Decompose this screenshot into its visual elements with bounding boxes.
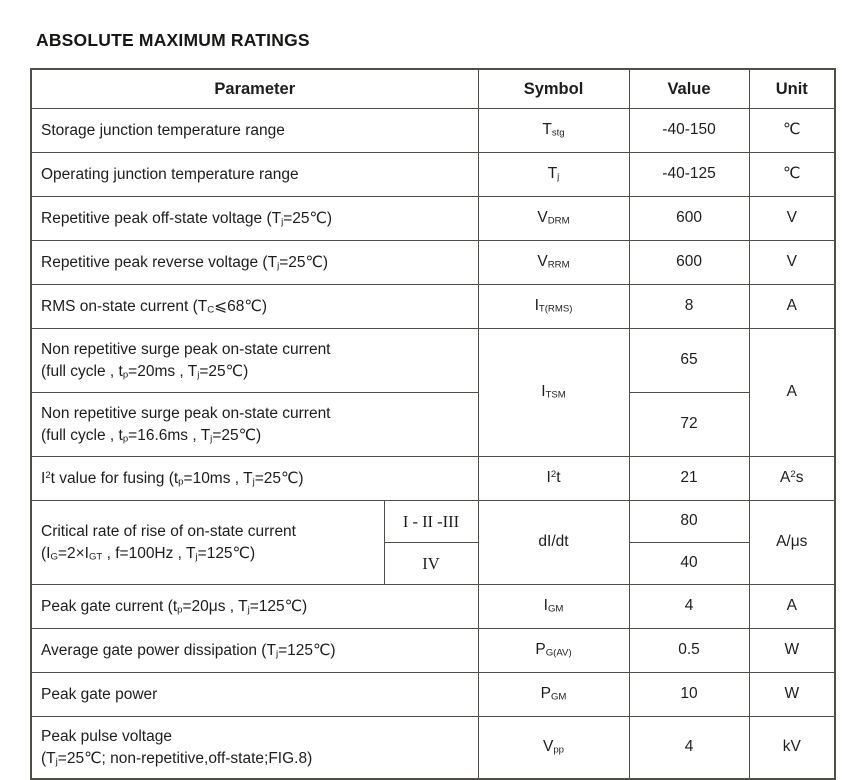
cell-didt-value-a: 80 [629,501,749,543]
cell-itsm-unit: A [749,329,835,457]
cell-pgm-unit: W [749,673,835,717]
row-pgm [31,673,835,717]
cell-vdrm-value: 600 [629,197,749,241]
absolute-maximum-ratings-table [30,68,836,780]
cell-didt-symbol: dI/dt [478,501,629,585]
cell-igm-symbol: IGM [478,585,629,629]
row-igm [31,585,835,629]
cell-igm-param: Peak gate current (tp=20μs , Tj=125℃) [31,585,478,629]
cell-pgm-symbol: PGM [478,673,629,717]
cell-vdrm-symbol: VDRM [478,197,629,241]
cell-storage-param: Storage junction temperature range [31,109,478,153]
row-didt-class123 [31,501,835,543]
header-parameter: Parameter [31,69,478,109]
cell-itsm-b-value: 72 [629,393,749,457]
row-storage-temp [31,109,835,153]
row-vdrm [31,197,835,241]
cell-operating-value: -40-125 [629,153,749,197]
cell-itrms-param: RMS on-state current (TC⩽68℃) [31,285,478,329]
cell-i2t-param: $I^2t$ value for fusing (tp=10ms , Tj=25℃) [31,457,478,501]
cell-vdrm-unit: V [749,197,835,241]
header-value: Value [629,69,749,109]
row-vpp [31,717,835,780]
cell-vpp-symbol: Vpp [478,717,629,780]
cell-vrrm-value: 600 [629,241,749,285]
cell-i2t-symbol: $I^2t$ [478,457,629,501]
cell-itsm-b-param: Non repetitive surge peak on-state current (full cycle , tp=16.6ms , Tj=25℃) [31,393,478,457]
cell-itsm-a-param: Non repetitive surge peak on-state current (full cycle , tp=20ms , Tj=25℃) [31,329,478,393]
cell-vdrm-param: Repetitive peak off-state voltage (Tj=25℃) [31,197,478,241]
row-vrrm [31,241,835,285]
cell-pgm-value: 10 [629,673,749,717]
header-row [31,69,835,109]
cell-i2t-unit: $A^2s$ [749,457,835,501]
cell-operating-param: Operating junction temperature range [31,153,478,197]
cell-pgm-param: Peak gate power [31,673,478,717]
cell-vrrm-param: Repetitive peak reverse voltage (Tj=25℃) [31,241,478,285]
cell-igm-value: 4 [629,585,749,629]
row-itsm-16ms [31,393,835,457]
page-title: ABSOLUTE MAXIMUM RATINGS [36,30,310,50]
cell-operating-unit: ℃ [749,153,835,197]
cell-vpp-value: 4 [629,717,749,780]
cell-itrms-symbol: IT(RMS) [478,285,629,329]
cell-pgav-symbol: PG(AV) [478,629,629,673]
row-i2t [31,457,835,501]
cell-storage-value: -40-150 [629,109,749,153]
cell-didt-unit: A/μs [749,501,835,585]
cell-didt-class-a: I - II -III [384,501,478,543]
cell-operating-symbol: Tj [478,153,629,197]
row-pgav [31,629,835,673]
cell-itrms-value: 8 [629,285,749,329]
cell-vpp-param: Peak pulse voltage (Tj=25℃; non-repetitive,off-state;FIG.8) [31,717,478,780]
header-symbol: Symbol [478,69,629,109]
cell-didt-value-b: 40 [629,543,749,585]
row-itsm-20ms [31,329,835,393]
cell-storage-symbol: Tstg [478,109,629,153]
cell-pgav-unit: W [749,629,835,673]
cell-pgav-param: Average gate power dissipation (Tj=125℃) [31,629,478,673]
cell-vrrm-symbol: VRRM [478,241,629,285]
cell-itsm-a-value: 65 [629,329,749,393]
row-itrms [31,285,835,329]
cell-itsm-symbol: ITSM [478,329,629,457]
cell-itrms-unit: A [749,285,835,329]
cell-vrrm-unit: V [749,241,835,285]
cell-storage-unit: ℃ [749,109,835,153]
row-operating-temp [31,153,835,197]
cell-didt-class-b: IV [384,543,478,585]
header-unit: Unit [749,69,835,109]
cell-i2t-value: 21 [629,457,749,501]
cell-vpp-unit: kV [749,717,835,780]
cell-pgav-value: 0.5 [629,629,749,673]
cell-igm-unit: A [749,585,835,629]
cell-didt-param: Critical rate of rise of on-state current (IG=2×IGT , f=100Hz , Tj=125℃) [31,501,384,585]
